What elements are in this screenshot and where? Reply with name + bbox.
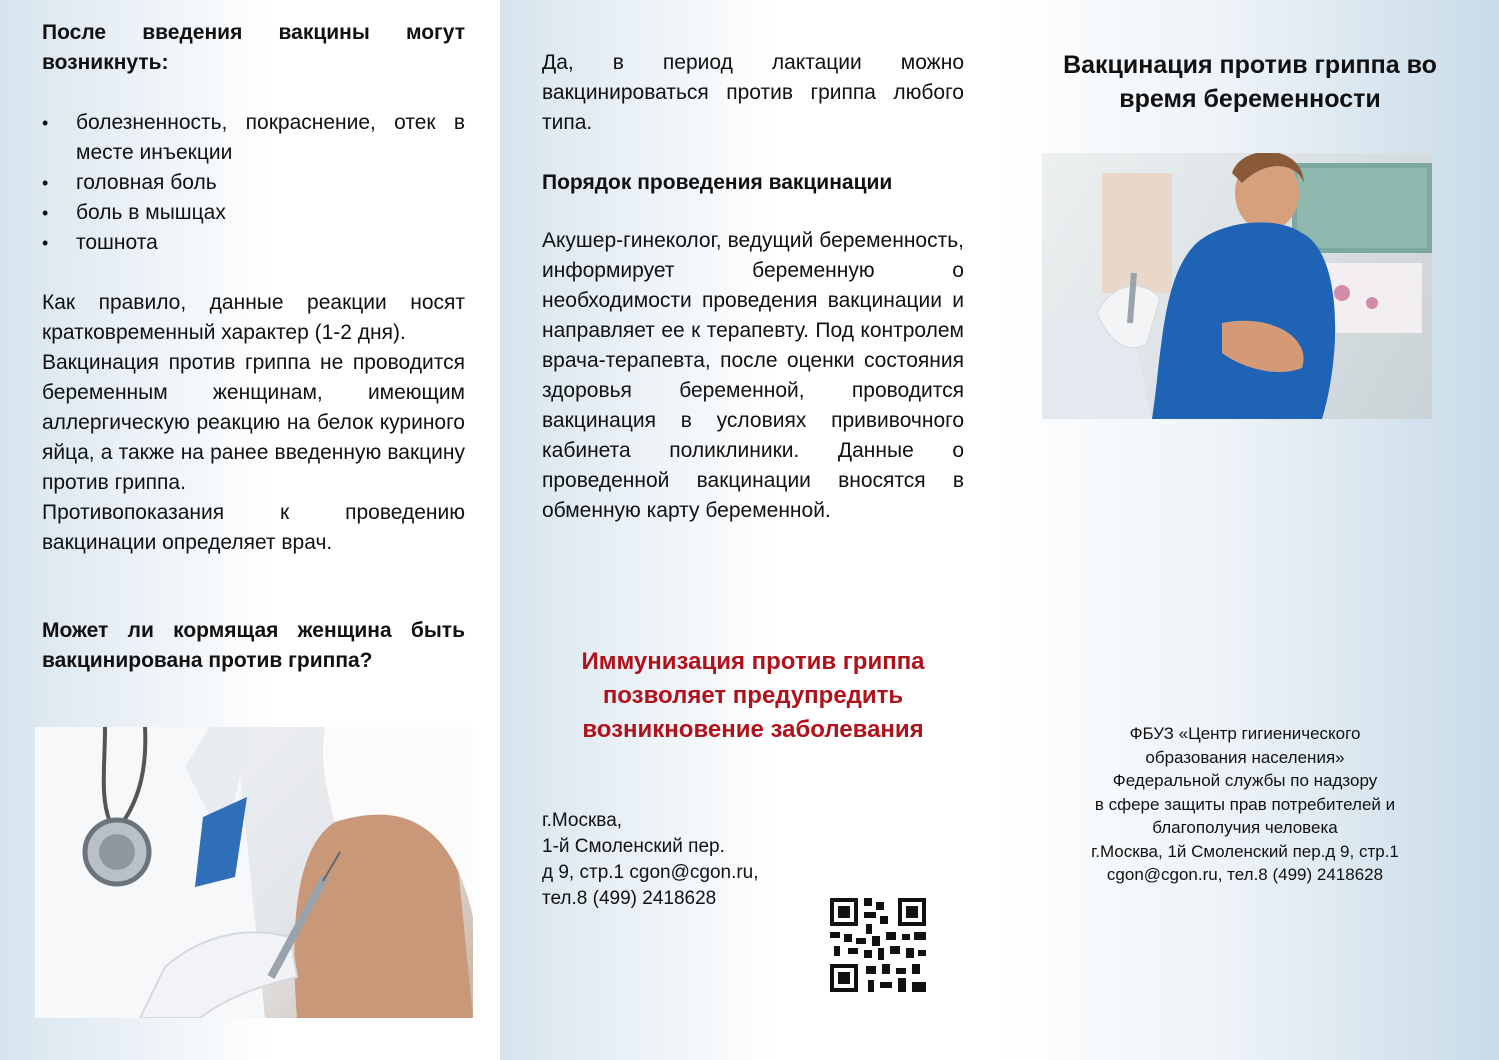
procedure-heading: Порядок проведения вакцинации — [542, 171, 893, 194]
address-line: тел.8 (499) 2418628 — [542, 888, 717, 909]
slogan-line: позволяет предупредить — [602, 682, 904, 709]
slogan-line: возникновение заболевания — [582, 716, 924, 743]
paragraph: Противопоказания к проведению вакцинации определяет врач. — [42, 501, 465, 554]
list-item: • головная боль — [42, 168, 465, 198]
org-line: в сфере защиты прав потребителей и — [1094, 794, 1396, 814]
org-line: cgon@cgon.ru, тел.8 (499) 2418628 — [1106, 865, 1384, 884]
org-line: образования населения» — [1145, 747, 1345, 767]
immunization-slogan — [520, 645, 986, 747]
vaccination-photo — [35, 727, 473, 1018]
paragraph: Как правило, данные реакции носят кратковременный характер (1-2 дня). — [42, 291, 465, 344]
org-line: благополучия человека — [1152, 818, 1338, 837]
org-line: ФБУЗ «Центр гигиенического — [1129, 724, 1361, 743]
list-item: • тошнота — [42, 228, 465, 258]
pregnant-woman-photo — [1042, 153, 1432, 419]
address-line: д 9, стр.1 cgon@cgon.ru, — [542, 862, 759, 883]
contact-address — [542, 808, 802, 912]
paragraph: Вакцинация против гриппа не проводится беременным женщинам, имеющим аллергическую реакцию на белок куриного яйца, а также на ранее введенную вакцину против гриппа. — [42, 351, 465, 494]
side-effects-heading: После введения вакцины могут возникнуть: — [42, 21, 465, 74]
list-item: • боль в мышцах — [42, 198, 465, 228]
address-line: г.Москва, — [542, 810, 623, 831]
title-line: время беременности — [1119, 85, 1381, 113]
side-effects-list — [42, 108, 465, 258]
slogan-line: Иммунизация против гриппа — [581, 648, 925, 675]
title-line: Вакцинация против гриппа во — [1063, 51, 1437, 79]
org-line: Федеральной службы по надзору — [1112, 771, 1378, 790]
qr-code-icon[interactable] — [810, 878, 946, 1012]
lactation-question: Может ли кормящая женщина быть вакцинирована против гриппа? — [42, 619, 465, 672]
organization-info — [1010, 722, 1480, 887]
address-line: 1-й Смоленский пер. — [542, 836, 725, 857]
procedure-text: Акушер-гинеколог, ведущий беременность, информирует беременную о необходимости проведения вакцинации и направляет ее к терапевту. Под контролем врача-терапевта, после оценки состояния здоровья беременной, проводится вакцинация в условиях прививочного кабинета поликлиники. Данные о проведенной вакцинации вносятся в обменную карту беременной. — [542, 229, 964, 522]
lactation-answer: Да, в период лактации можно вакцинироваться против гриппа любого типа. — [542, 51, 964, 134]
list-item: • болезненность, покраснение, отек в месте инъекции — [42, 108, 465, 168]
org-line: г.Москва, 1й Смоленский пер.д 9, стр.1 — [1091, 841, 1399, 861]
brochure-title — [1010, 48, 1490, 116]
reactions-text — [42, 288, 465, 558]
